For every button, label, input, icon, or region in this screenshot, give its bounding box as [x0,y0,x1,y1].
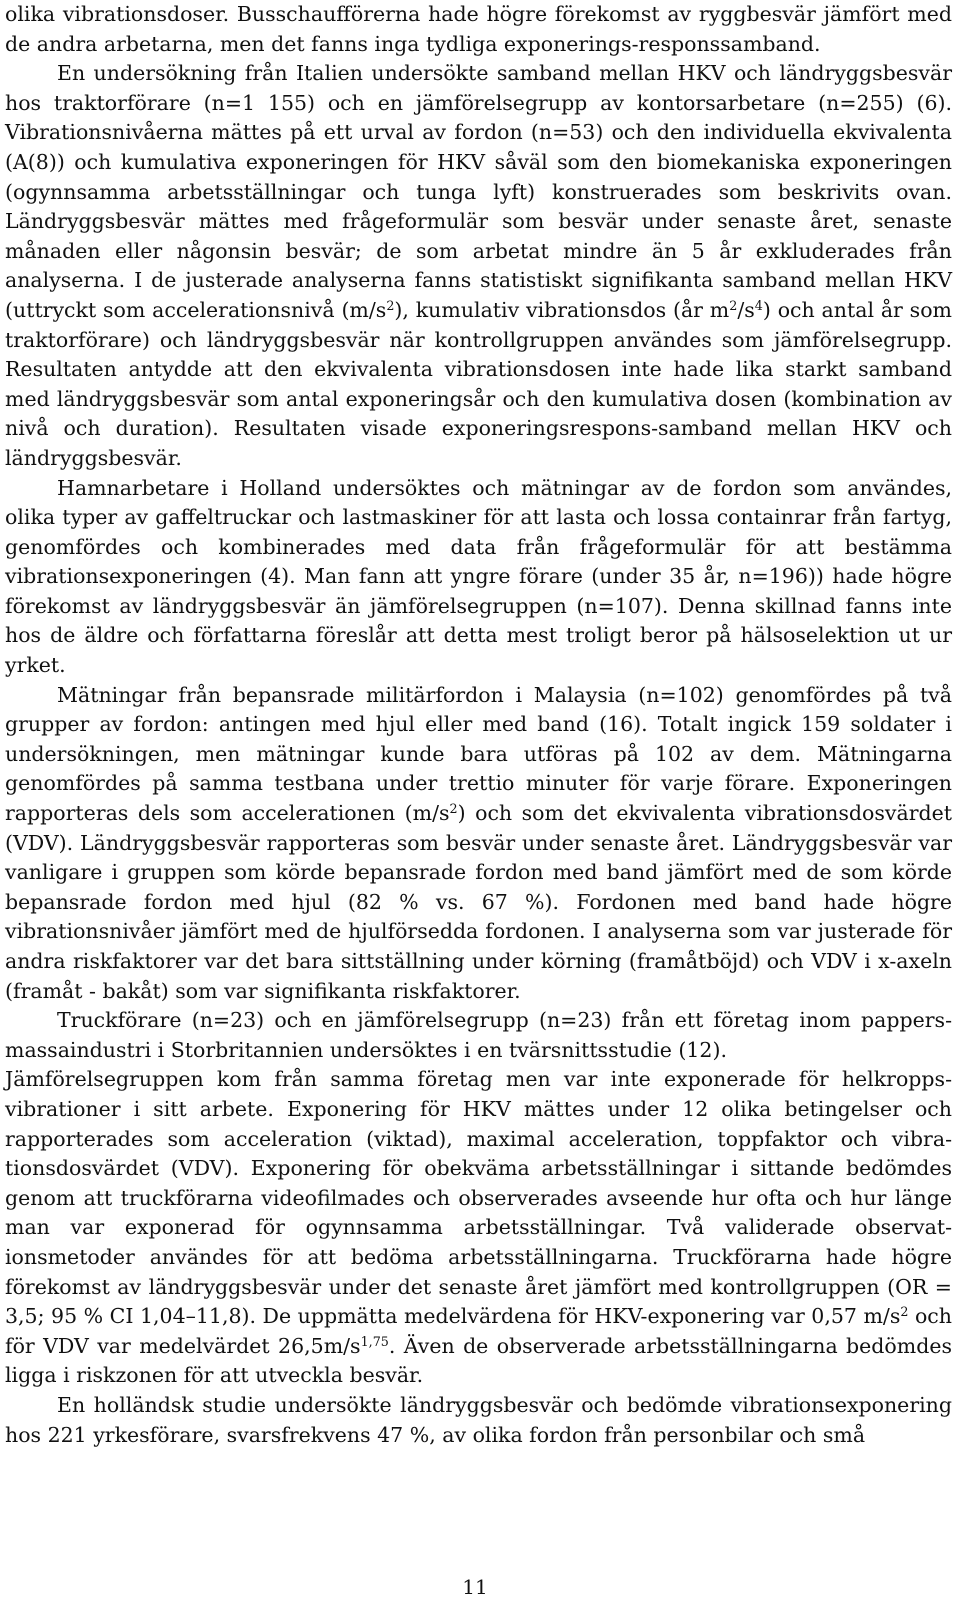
text-run: ) och antal år som traktorförare) och ländryggsbesvär när kontrollgruppen användes som jämförelsegrupp. Resultaten antydde att den ekvivalenta vibrationsdosen inte hade lika starkt samband med ländryggsbesvär som antal exponeringsår och den kumulativa dosen (kombination av nivå och duration). Resultaten visade exponeringsrespons-samband mellan HKV och ländryggsbesvär. [5,297,952,470]
paragraph [5,1006,952,1065]
body-text [5,0,952,1450]
text-run: ) och som det ekvivalenta vibrationsdosvärdet (VDV). Ländryggsbesvär rapporteras som besvär under senaste året. Ländryggsbesvär var vanligare i gruppen som körde bepansrade fordon med band jämfört med de som körde bepansrade fordon med hjul (82 % vs. 67 %). Fordonen med band hade högre vibrationsnivåer jämfört med de hjulförsedda fordonen. I analyserna som var justerade för andra riskfaktorer var det bara sittställning under körning (framåtböjd) och VDV i x-axeln (framåt - bakåt) som var signifikanta riskfaktorer. [5,801,952,1003]
document-page [5,0,952,1450]
text-run: olika vibrationsdoser. Busschaufförerna hade högre förekomst av ryggbesvär jämfört med de andra arbetarna, men det fanns inga tydliga exponerings-responssamband. [5,2,952,56]
text-run: och för VDV var medelvärdet 26,5m/s [5,1304,952,1358]
text-run: Hamnarbetare i Holland undersöktes och mätningar av de fordon som användes, olika typer av gaffeltruckar och lastmaskiner för att lasta och lossa containrar från fartyg, genomfördes och kombinerades med data från frågeformulär för att bestämma vibrationsexponeringen (4). Man fann att yngre förare (under 35 år, n=196)) hade högre förekomst av ländryggsbesvär än jämförelsegruppen (n=107). Denna skillnad fanns inte hos de äldre och författarna föreslår att detta mest troligt beror på hälsoselektion ut ur yrket. [5,475,952,678]
superscript: 2 [449,801,458,817]
text-run: Mätningar från bepansrade militärfordon i Malaysia (n=102) genomfördes på två grupper av fordon: antingen med hjul eller med band (16). Totalt ingick 159 soldater i undersökningen, men mätningar kunde bara utföras på 102 av dem. Mätningarna genomfördes på samma testbana under trettio minuter för varje förare. Exponeringen rapporteras dels som accelerationen (m/s [5,682,952,826]
text-run: En undersökning från Italien undersökte samband mellan HKV och ländryggsbesvär hos traktorförare (n=1 155) och en jämförelsegrupp av kontorsarbetare (n=255) (6). Vibrationsnivåerna mättes på ett urval av fordon (n=53) och den individuella ekvivalenta (A(8)) och kumulativa exponeringen för HKV såväl som den biomekaniska exponeringen (ogynnsamma arbetsställningar och tunga lyft) konstruerades som beskrivits ovan. Ländryggsbesvär mättes med frågeformulär som besvär under senaste året, senaste månaden eller någonsin besvär; de som arbetat mindre än 5 år exkluderades från analyserna. I de justerade analyserna fanns statistiskt signifikanta samband mellan HKV (uttryckt som accelerationsnivå (m/s [5,61,952,322]
paragraph [5,59,952,473]
text-run: Truckförare (n=23) och en jämförelsegrupp (n=23) från ett företag inom pappersmassaindustri i Storbritannien undersöktes i en tvärsnittsstudie (12). [5,1008,952,1062]
superscript: 4 [754,297,763,313]
paragraph [5,1391,952,1450]
paragraph [5,681,952,1007]
superscript: 2 [729,297,738,313]
superscript: 1,75 [360,1333,389,1349]
text-run: En holländsk studie undersökte ländryggsbesvär och bedömde vibrationsexponering hos 221 yrkesförare, svarsfrekvens 47 %, av olika fordon från personbilar och små [5,1392,952,1447]
text-run: . Även de observerade arbetsställningarna bedömdes ligga i riskzonen för att utveckla besvär. [5,1333,952,1388]
superscript: 2 [900,1304,909,1320]
text-run: ), kumulativ vibrationsdos (år m [394,297,730,322]
paragraph [5,1065,952,1391]
paragraph [5,0,952,59]
page-number: 11 [462,1575,488,1599]
paragraph [5,474,952,681]
superscript: 2 [386,297,395,313]
text-run: Jämförelsegruppen kom från samma företag men var inte exponerade för helkroppsvibrationer i sitt arbete. Exponering för HKV mättes under 12 olika betingelser och rapporterades som acceleration (viktad), maximal acceleration, toppfaktor och vibrationsdosvärdet (VDV). Exponering för obekväma arbetsställningar i sittande bedömdes genom att truckförarna videofilmades och observerades avseende hur ofta och hur länge man var exponerad för ogynnsamma arbetsställningar. Två validerade observationsmetoder användes för att bedöma arbetsställningarna. Truckförarna hade högre förekomst av ländryggsbesvär under det senaste året jämfört med kontrollgruppen (OR = 3,5; 95 % CI 1,04–11,8). De uppmätta medelvärdena för HKV-exponering var 0,57 m/s [5,1067,952,1329]
text-run: /s [737,297,755,322]
